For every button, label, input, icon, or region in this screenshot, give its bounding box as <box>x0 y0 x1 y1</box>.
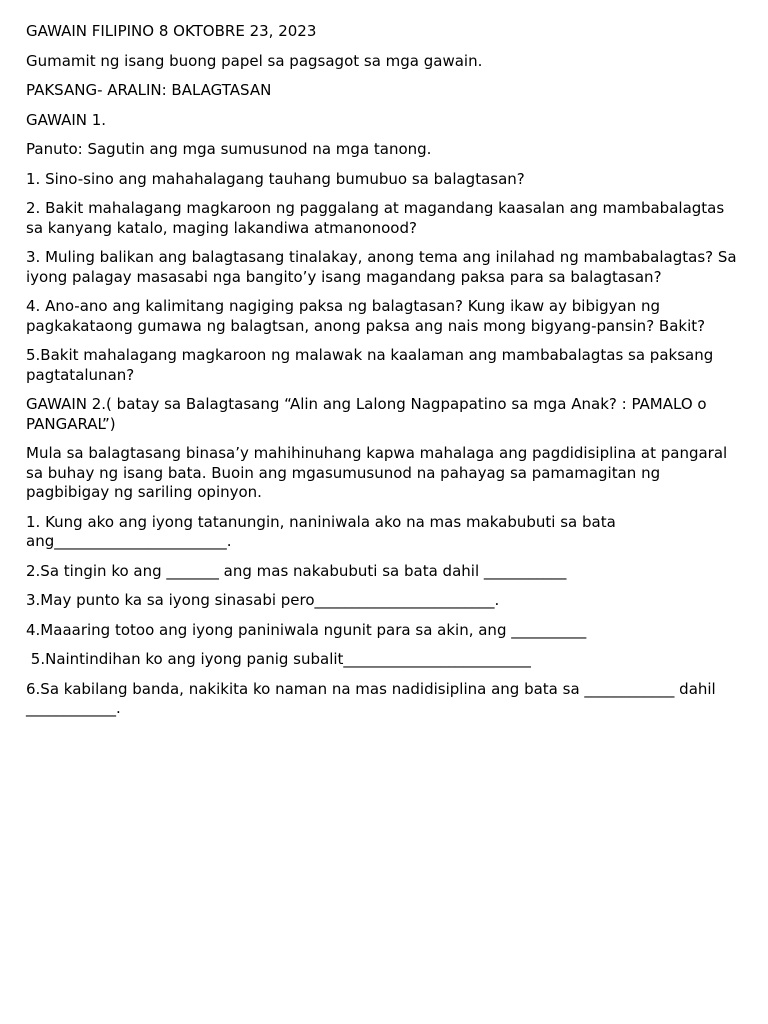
question-1: 1. Sino-sino ang mahahalagang tauhang bumubuo sa balagtasan? <box>26 169 525 188</box>
activity-2-heading: GAWAIN 2.( batay sa Balagtasang “Alin ang Lalong Nagpapatino sa mga Anak? : PAMALO o PANGARAL”) <box>26 395 712 433</box>
question-2: 2. Bakit mahalagang magkaroon ng paggalang at magandang kaasalan ang mambabalagtas sa kanyang katalo, maging lakandiwa atmanonood? <box>26 199 729 237</box>
statement-5: 5.Naintindihan ko ang iyong panig subalit_________________________ <box>26 650 531 668</box>
instruction-text: Gumamit ng isang buong papel sa pagsagot sa mga gawain. <box>26 51 483 70</box>
lesson-topic: PAKSANG- ARALIN: BALAGTASAN <box>26 81 272 99</box>
question-4: 4. Ano-ano ang kalimitang nagiging paksa ng balagtasan? Kung ikaw ay bibigyan ng pagkakataong gumawa ng balagtsan, anong paksa ang nais mong bigyang-pansin? Bakit? <box>26 297 706 335</box>
question-3: 3. Muling balikan ang balagtasang tinalakay, anong tema ang inilahad ng mambabalagtas? Sa iyong palagay masasabi nga bangito’y isang magandang paksa para sa balagtasan? <box>26 248 742 286</box>
question-5: 5.Bakit mahalagang magkaroon ng malawak na kaalaman ang mambabalagtas sa paksang pagtatalunan? <box>26 346 719 384</box>
statement-2: 2.Sa tingin ko ang _______ ang mas nakabubuti sa bata dahil ___________ <box>26 561 567 580</box>
statement-1: 1. Kung ako ang iyong tatanungin, naniniwala ako na mas makabubuti sa bata ang_______________________. <box>26 512 621 550</box>
document-title: GAWAIN FILIPINO 8 OKTOBRE 23, 2023 <box>26 22 317 40</box>
statement-3: 3.May punto ka sa iyong sinasabi pero________________________. <box>26 591 500 609</box>
activity-1-heading: GAWAIN 1. <box>26 110 107 129</box>
activity-2-intro: Mula sa balagtasang binasa’y mahihinuhang kapwa mahalaga ang pagdidisiplina at pangaral sa buhay ng isang bata. Buoin ang mgasumusunod na pahayag sa pamamagitan ng pagbibigay ng sariling opinyon. <box>26 444 732 501</box>
statement-6: 6.Sa kabilang banda, nakikita ko naman na mas nadidisiplina ang bata sa ____________ dahil ____________. <box>26 679 721 717</box>
activity-1-directions: Panuto: Sagutin ang mga sumusunod na mga tanong. <box>26 140 432 158</box>
statement-4: 4.Maaaring totoo ang iyong paniniwala ngunit para sa akin, ang __________ <box>26 620 587 639</box>
